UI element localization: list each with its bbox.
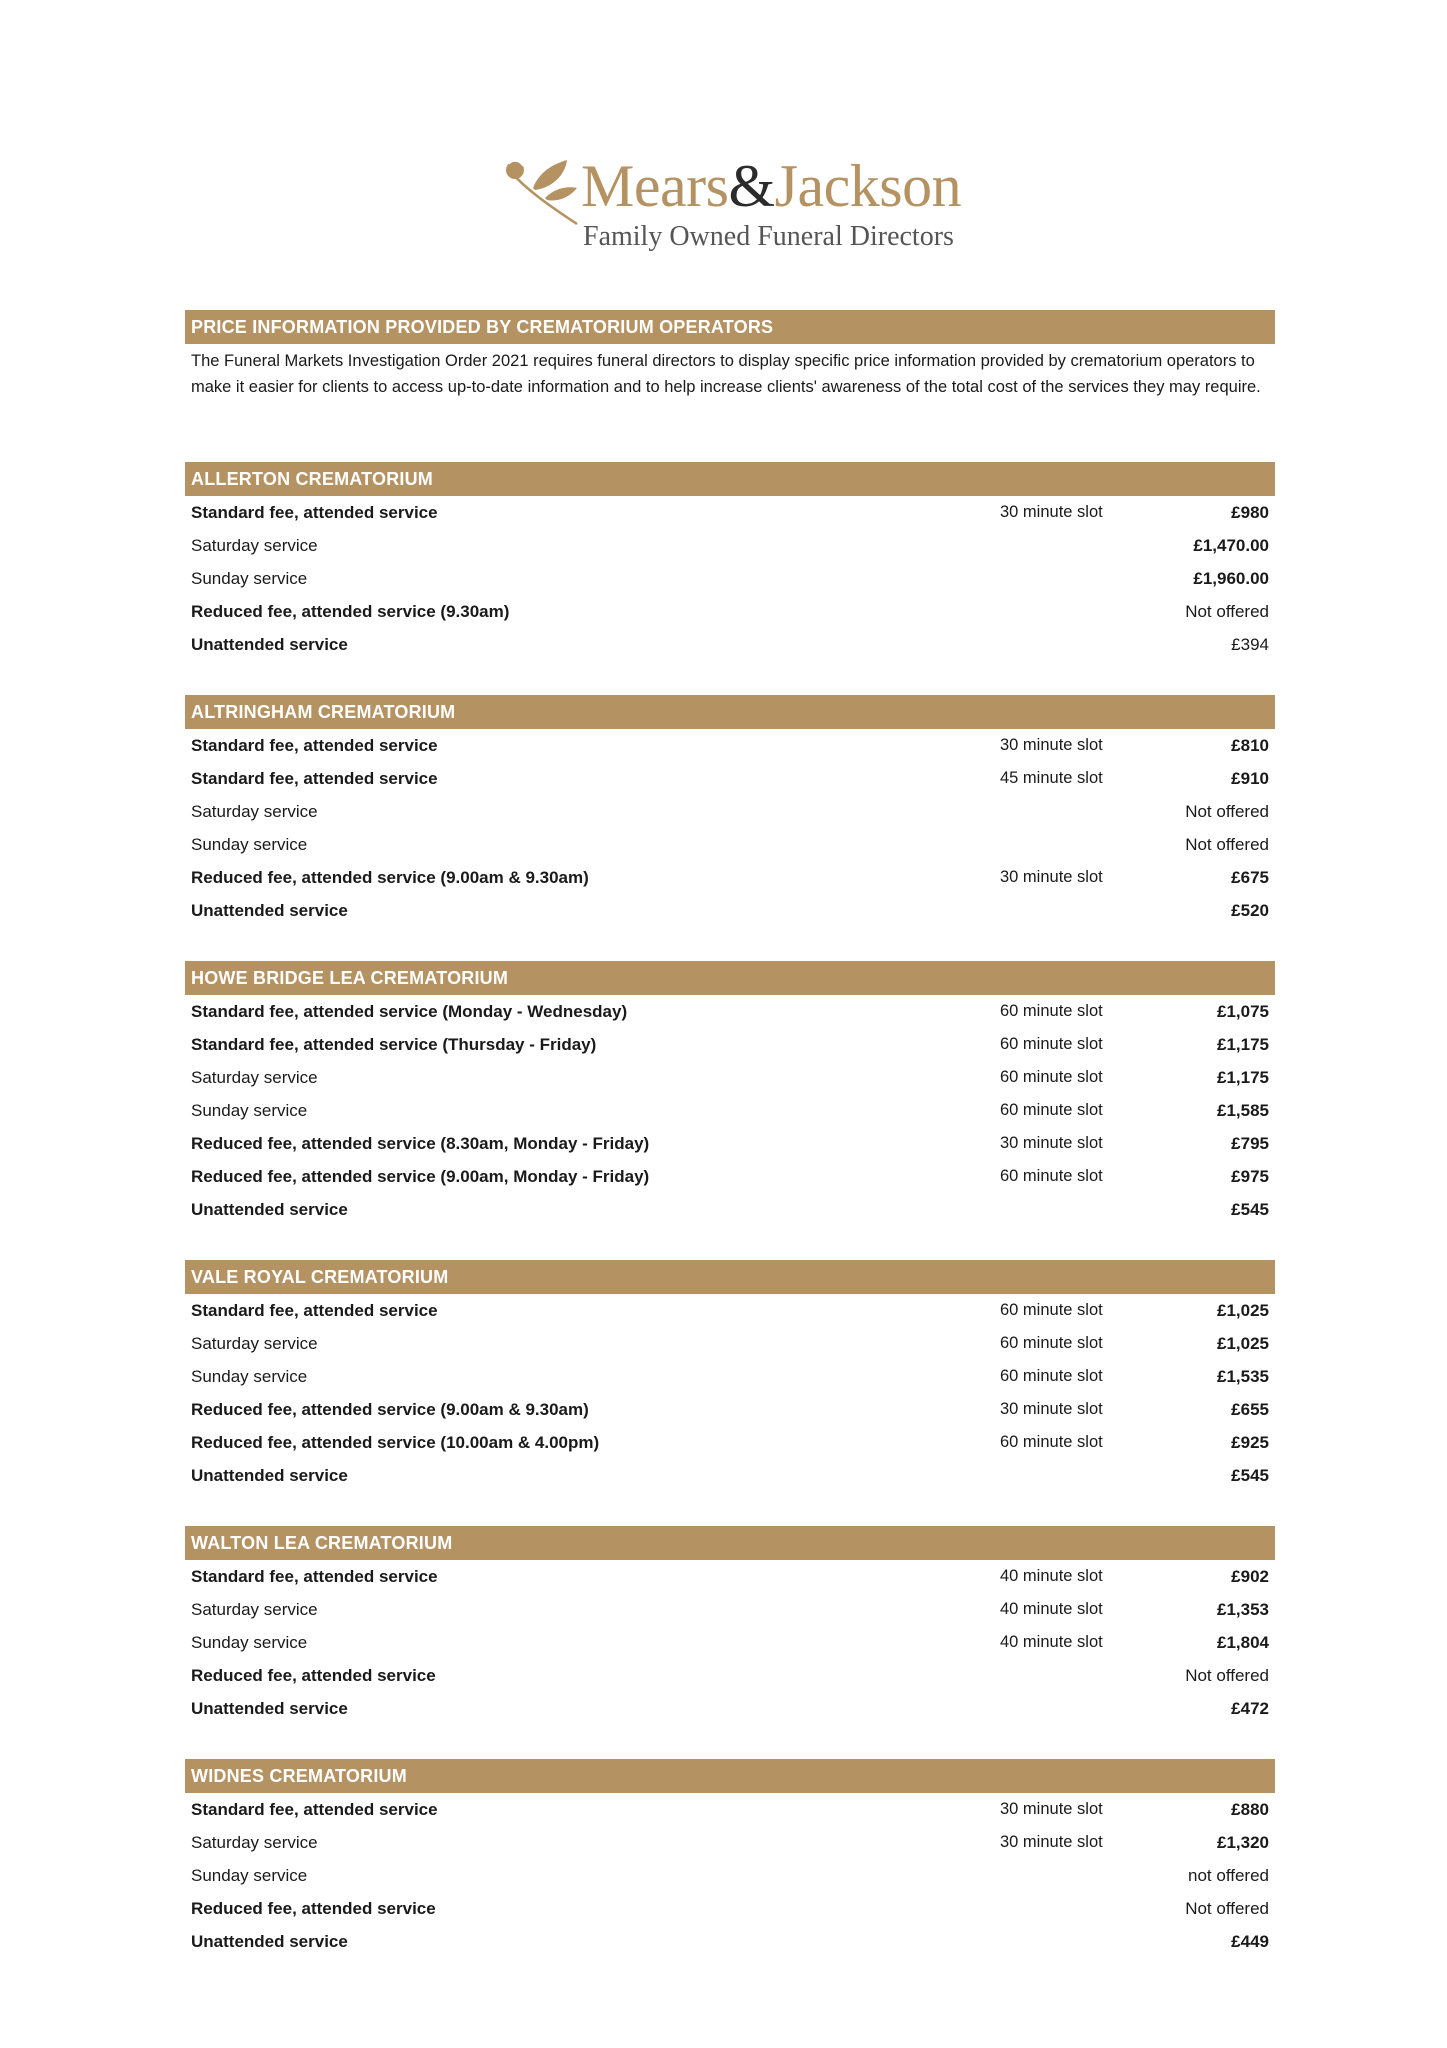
service-label: Unattended service bbox=[191, 635, 348, 654]
service-label: Standard fee, attended service bbox=[191, 1301, 438, 1320]
section-title: ALTRINGHAM CREMATORIUM bbox=[185, 695, 1275, 729]
slot-duration: 60 minute slot bbox=[1000, 1433, 1103, 1451]
price-row bbox=[185, 1826, 1275, 1859]
section-title: VALE ROYAL CREMATORIUM bbox=[185, 1260, 1275, 1294]
price-value: £1,960.00 bbox=[1193, 569, 1269, 588]
slot-duration: 45 minute slot bbox=[1000, 769, 1103, 787]
price-row bbox=[185, 562, 1275, 595]
price-row bbox=[185, 1160, 1275, 1193]
price-value: £1,470.00 bbox=[1193, 536, 1269, 555]
price-row bbox=[185, 1193, 1275, 1226]
price-row bbox=[185, 1626, 1275, 1659]
crematorium-section bbox=[185, 695, 1275, 927]
slot-duration: 30 minute slot bbox=[1000, 1400, 1103, 1418]
service-label: Sunday service bbox=[191, 1633, 308, 1652]
price-value: £1,025 bbox=[1217, 1301, 1269, 1320]
price-value: £1,320 bbox=[1217, 1833, 1269, 1852]
price-value: £520 bbox=[1231, 901, 1269, 920]
price-row bbox=[185, 529, 1275, 562]
price-row bbox=[185, 628, 1275, 661]
slot-duration: 60 minute slot bbox=[1000, 1035, 1103, 1053]
price-row bbox=[185, 496, 1275, 529]
price-value: £1,175 bbox=[1217, 1068, 1269, 1087]
price-value: Not offered bbox=[1185, 835, 1269, 854]
price-value: Not offered bbox=[1185, 602, 1269, 621]
price-row bbox=[185, 795, 1275, 828]
crematorium-section bbox=[185, 1526, 1275, 1725]
price-row bbox=[185, 1892, 1275, 1925]
price-value: £472 bbox=[1231, 1699, 1269, 1718]
service-label: Standard fee, attended service bbox=[191, 736, 438, 755]
price-row bbox=[185, 995, 1275, 1028]
service-label: Reduced fee, attended service (8.30am, Monday - Friday) bbox=[191, 1134, 650, 1153]
price-value: £1,535 bbox=[1217, 1367, 1269, 1386]
price-value: not offered bbox=[1188, 1866, 1269, 1885]
price-row bbox=[185, 1294, 1275, 1327]
price-value: £394 bbox=[1231, 635, 1269, 654]
crematorium-section bbox=[185, 961, 1275, 1226]
slot-duration: 30 minute slot bbox=[1000, 736, 1103, 754]
slot-duration: 30 minute slot bbox=[1000, 1833, 1103, 1851]
price-row bbox=[185, 1459, 1275, 1492]
price-document bbox=[185, 310, 1275, 1992]
slot-duration: 60 minute slot bbox=[1000, 1002, 1103, 1020]
intro-text: The Funeral Markets Investigation Order 2021 requires funeral directors to display specific price information provided by crematorium operators to make it easier for clients to access up-to-date information and to help increase clients' awareness of the total cost of the services they may require. bbox=[191, 352, 1261, 396]
slot-duration: 60 minute slot bbox=[1000, 1068, 1103, 1086]
price-value: £925 bbox=[1231, 1433, 1269, 1452]
slot-duration: 60 minute slot bbox=[1000, 1334, 1103, 1352]
service-label: Saturday service bbox=[191, 1600, 318, 1619]
price-value: £1,585 bbox=[1217, 1101, 1269, 1120]
price-row bbox=[185, 762, 1275, 795]
service-label: Reduced fee, attended service (9.00am & 9.30am) bbox=[191, 868, 589, 887]
service-label: Saturday service bbox=[191, 536, 318, 555]
crematorium-section bbox=[185, 1759, 1275, 1958]
price-row bbox=[185, 1793, 1275, 1826]
brand-name: Mears&Jackson bbox=[581, 153, 962, 219]
slot-duration: 40 minute slot bbox=[1000, 1567, 1103, 1585]
section-title: WIDNES CREMATORIUM bbox=[185, 1759, 1275, 1793]
price-value: £902 bbox=[1231, 1567, 1269, 1586]
service-label: Saturday service bbox=[191, 802, 318, 821]
price-row bbox=[185, 729, 1275, 762]
brand-tagline: Family Owned Funeral Directors bbox=[583, 221, 954, 252]
price-row bbox=[185, 1426, 1275, 1459]
price-row bbox=[185, 1061, 1275, 1094]
service-label: Standard fee, attended service (Monday - Wednesday) bbox=[191, 1002, 628, 1021]
intro-heading: PRICE INFORMATION PROVIDED BY CREMATORIUM OPERATORS bbox=[185, 310, 1275, 344]
price-row bbox=[185, 1127, 1275, 1160]
price-row bbox=[185, 1360, 1275, 1393]
price-row bbox=[185, 1925, 1275, 1958]
service-label: Unattended service bbox=[191, 1932, 348, 1951]
slot-duration: 30 minute slot bbox=[1000, 1800, 1103, 1818]
price-value: £975 bbox=[1231, 1167, 1269, 1186]
price-row bbox=[185, 1659, 1275, 1692]
brand-logo bbox=[505, 150, 965, 255]
price-row bbox=[185, 1327, 1275, 1360]
price-value: Not offered bbox=[1185, 1666, 1269, 1685]
service-label: Sunday service bbox=[191, 1367, 308, 1386]
price-row bbox=[185, 1560, 1275, 1593]
price-row bbox=[185, 1593, 1275, 1626]
service-label: Standard fee, attended service bbox=[191, 769, 438, 788]
crematorium-section bbox=[185, 1260, 1275, 1492]
service-label: Sunday service bbox=[191, 569, 308, 588]
service-label: Standard fee, attended service bbox=[191, 503, 438, 522]
price-value: Not offered bbox=[1185, 802, 1269, 821]
service-label: Reduced fee, attended service (9.00am, Monday - Friday) bbox=[191, 1167, 650, 1186]
slot-duration: 30 minute slot bbox=[1000, 868, 1103, 886]
price-value: £1,025 bbox=[1217, 1334, 1269, 1353]
slot-duration: 30 minute slot bbox=[1000, 1134, 1103, 1152]
service-label: Reduced fee, attended service bbox=[191, 1666, 436, 1685]
service-label: Reduced fee, attended service bbox=[191, 1899, 436, 1918]
price-value: £1,175 bbox=[1217, 1035, 1269, 1054]
price-row bbox=[185, 595, 1275, 628]
price-value: £545 bbox=[1231, 1200, 1269, 1219]
slot-duration: 30 minute slot bbox=[1000, 503, 1103, 521]
service-label: Reduced fee, attended service (9.30am) bbox=[191, 602, 510, 621]
slot-duration: 60 minute slot bbox=[1000, 1301, 1103, 1319]
price-row bbox=[185, 1859, 1275, 1892]
price-value: Not offered bbox=[1185, 1899, 1269, 1918]
service-label: Saturday service bbox=[191, 1068, 318, 1087]
crematorium-section bbox=[185, 462, 1275, 661]
price-value: £1,353 bbox=[1217, 1600, 1269, 1619]
service-label: Reduced fee, attended service (10.00am & 4.00pm) bbox=[191, 1433, 600, 1452]
price-row bbox=[185, 1692, 1275, 1725]
price-value: £980 bbox=[1231, 503, 1269, 522]
service-label: Sunday service bbox=[191, 1866, 308, 1885]
slot-duration: 40 minute slot bbox=[1000, 1600, 1103, 1618]
service-label: Standard fee, attended service bbox=[191, 1567, 438, 1586]
service-label: Standard fee, attended service bbox=[191, 1800, 438, 1819]
service-label: Reduced fee, attended service (9.00am & 9.30am) bbox=[191, 1400, 589, 1419]
price-row bbox=[185, 1393, 1275, 1426]
price-value: £675 bbox=[1231, 868, 1269, 887]
price-value: £810 bbox=[1231, 736, 1269, 755]
price-value: £795 bbox=[1231, 1134, 1269, 1153]
slot-duration: 40 minute slot bbox=[1000, 1633, 1103, 1651]
service-label: Sunday service bbox=[191, 1101, 308, 1120]
service-label: Unattended service bbox=[191, 1699, 348, 1718]
price-value: £1,075 bbox=[1217, 1002, 1269, 1021]
price-value: £655 bbox=[1231, 1400, 1269, 1419]
crematorium-sections bbox=[185, 462, 1275, 1958]
section-title: HOWE BRIDGE LEA CREMATORIUM bbox=[185, 961, 1275, 995]
price-value: £449 bbox=[1231, 1932, 1269, 1951]
price-value: £545 bbox=[1231, 1466, 1269, 1485]
price-row bbox=[185, 828, 1275, 861]
section-title: ALLERTON CREMATORIUM bbox=[185, 462, 1275, 496]
service-label: Saturday service bbox=[191, 1334, 318, 1353]
service-label: Standard fee, attended service (Thursday - Friday) bbox=[191, 1035, 597, 1054]
price-row bbox=[185, 861, 1275, 894]
price-value: £910 bbox=[1231, 769, 1269, 788]
price-row bbox=[185, 1028, 1275, 1061]
service-label: Unattended service bbox=[191, 901, 348, 920]
price-value: £1,804 bbox=[1217, 1633, 1269, 1652]
price-value: £880 bbox=[1231, 1800, 1269, 1819]
slot-duration: 60 minute slot bbox=[1000, 1167, 1103, 1185]
service-label: Saturday service bbox=[191, 1833, 318, 1852]
slot-duration: 60 minute slot bbox=[1000, 1367, 1103, 1385]
slot-duration: 60 minute slot bbox=[1000, 1101, 1103, 1119]
price-row bbox=[185, 1094, 1275, 1127]
price-row bbox=[185, 894, 1275, 927]
service-label: Unattended service bbox=[191, 1466, 348, 1485]
rose-icon bbox=[505, 158, 585, 228]
service-label: Unattended service bbox=[191, 1200, 348, 1219]
service-label: Sunday service bbox=[191, 835, 308, 854]
section-title: WALTON LEA CREMATORIUM bbox=[185, 1526, 1275, 1560]
